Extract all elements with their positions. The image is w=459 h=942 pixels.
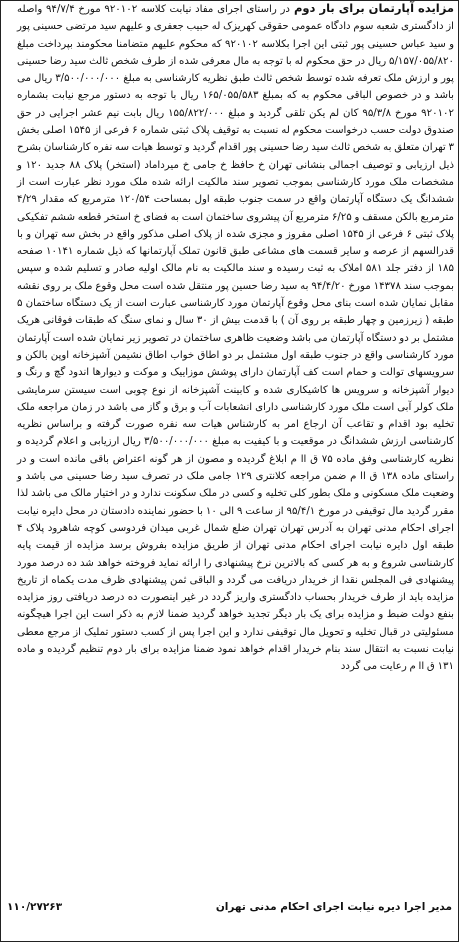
signature-line: مدیر اجرا دیره نیابت اجرای احکام مدنی تهران (215, 901, 452, 913)
notice-body: در راستای اجرای مفاد نیابت کلاسه ۹۲۰۱۰۲ مورخ ۹۴/۷/۴ واصله از دادگستری شعبه سوم دادگاه عمومی حقوقی کهریزک له حبیب جعفری و علیهم سید مرتضی حسینی پور و سید عباس حسینی پور ثبتی این اجرا بکلاسه ۹۲۰۱۰۲ که محکوم علیهم متضامنا محکومند بپرداخت مبلغ ۵/۱۵۷/۰۵۵/۸۲۰ ریال در حق محکوم له با توجه به مال معرفی شده از طرف شخص ثالث سید رضا حسینی پور و ارزش ملک تعرفه شده توسط شخص ثالث طبق نظریه کارشناسی به مبلغ ۳/۵۰۰/۰۰۰/۰۰۰ ریال می باشد و در خصوص الباقی محکوم به که بمبلغ ۱۶۵/۰۵۵/۵۸۳ ریال با توجه به دستور مرجع نیابت بشماره ۹۲۰۱۰۲ مورخ ۹۵/۳/۸ کان لم یکن تلقی گردید و مبلغ ۱۵۵/۸۲۲/۰۰۰ ریال بابت نیم عشر اجرایی در حق صندوق دولت حسب درخواست محکوم له نسبت به توقیف پلاک ثبتی شماره ۶ فرعی از ۱۵۴۵ اصلی بخش ۳ تهران متعلق به شخص ثالث سید رضا حسینی پور اقدام گردید و توسط هیات سه نفره کارشناسان بشرح ذیل ارزیابی و توصیف اجمالی بنشانی تهران خ حافظ خ جامی خ میرداماد (استخر) پلاک ۸۸ جدید ۱۲۰ و مشخصات ملک مورد کارشناسی بموجب تصویر سند مالکیت ارائه شده ملک مورد نظر عبارت است از ششدانگ یک دستگاه آپارتمان واقع در سمت جنوب طبقه اول بمساحت ۱۲۰/۵۴ مترمربع که مقدار ۴/۲۹ مترمربع بالکن مسقف و ۶/۲۵ مترمربع آن پیشروی ساختمان است به فضای خ استخر قطعه ششم تفکیکی پلاک ثبتی ۶ فرعی از ۱۵۴۵ اصلی مفروز و مجزی شده از پلاک اصلی مذکور واقع در بخش سه تهران و با قدرالسهم از عرصه و سایر قسمت های مشاعی طبق قانون تملک آپارتمانها که ذیل شماره ۱۰۱۴۱ صفحه ۱۸۵ از دفتر جلد ۵۸۱ املاک به ثبت رسیده و سند مالکیت به نام مالک اولیه صادر و تسلیم شده و سپس بموجب سند ۱۴۳۷۸ مورخ ۹۴/۴/۲۰ به سید رضا حسین پور منتقل شده است محل وقوع ملک بر روی نقشه مقابل نمایان شده است بنای محل وقوع آپارتمان مورد کارشناسی عبارت است از یک دستگاه ساختمان ۵ طبقه ( زیرزمین و چهار طبقه بر روی آن ) با قدمت بیش از ۳۰ سال و نمای سنگ که طبقات فوقانی هریک مشتمل بر دو دستگاه آپارتمان می باشد وضعیت ظاهری ساختمان در تصویر زیر نمایان شده است آپارتمان مورد کارشناسی واقع در جنوب طبقه اول مشتمل بر دو اطاق خواب اطاق نشیمن آشپزخانه اوپن بالکن و سرویسهای توالت و حمام است کف آپارتمان دارای پوشش موزاییک و موکت و دیوارها اندود گچ و رنگ و دیوار آشپزخانه و سرویس ها کاشیکاری شده و کابینت آشپزخانه از نوع چوبی است سیستن سرمایشی ملک کولر آبی است ملک مورد کارشناسی دارای انشعابات آب و برق و گاز می باشد در زمان مراجعه ملک تخلیه بود اقدام و تقاعب آن ارجاع امر به کارشناس هیات سه نفره صورت گرفته و براساس نظریه کارشناسی ارزش ششدانگ در موقعیت و با کیفیت به مبلغ ۳/۵۰۰/۰۰۰/۰۰۰ ریال ارزیابی و اعلام گردیده و نظریه کارشناسی وفق ماده ۷۵ ق اا م ابلاغ گردیده و مصون از هر گونه اعتراض باقی مانده است و در راستای ماده ۱۳۸ ق اا م ضمن مراجعه کلانتری ۱۲۹ جامی ملک در تصرف سید رضا حسینی می باشد و وضعیت ملک مسکونی و ملک بطور کلی تخلیه و کسی در ملک سکونت ندارد و در اختیار مالک می باشد لذا مقرر گردید مال توقیفی در مورخ ۹۵/۴/۱ از ساعت ۹ الی ۱۰ با حضور نماینده دادستان در محل دایره نیابت اجرای احکام مدنی تهران به آدرس تهران تهران ضلع شمال غربی میدان فردوسی کوچه شاهرود پلاک ۴ طبقه اول دایره نیابت اجرای احکام مدنی تهران از طریق مزایده بفروش برسد مزایده از قیمت پایه کارشناسی شروع و به هر کسی که بالاترین نرخ پیشنهادی را ارائه نماید فروخته خواهد شد ده درصد مورد پیشنهادی فی المجلس نقدا از خریدار دریافت می گردد و الباقی ثمن پیشنهادی ظرف مدت یکماه از تاریخ مزایده باید از طرف خریدار بحساب دادگستری واریز گردد در غیر اینصورت ده درصد دریافتی روز مزایده بنفع دولت ضبط و مزایده برای یک بار دیگر تجدید خواهد گردید ضمنا لازم به ذکر است این اجرا هیچگونه مسئولیتی در قبال تخلیه و تحویل مال توقیفی ندارد و این اجرا پس از کسب دستور تملیک از مرجع معطی نیابت نسبت به انتقال سند بنام خریدار اقدام خواهد نمود ضمنا مزایده برای بار دوم تنظیم گردیده و ماده ۱۳۱ ق اا م رعایت می گردد (17, 4, 455, 673)
notice-title: مزایده آپارتمان برای بار دوم (293, 1, 454, 15)
signature-row (7, 901, 452, 913)
reference-number: ۱۱۰/۲۷۲۶۳ (7, 901, 63, 913)
